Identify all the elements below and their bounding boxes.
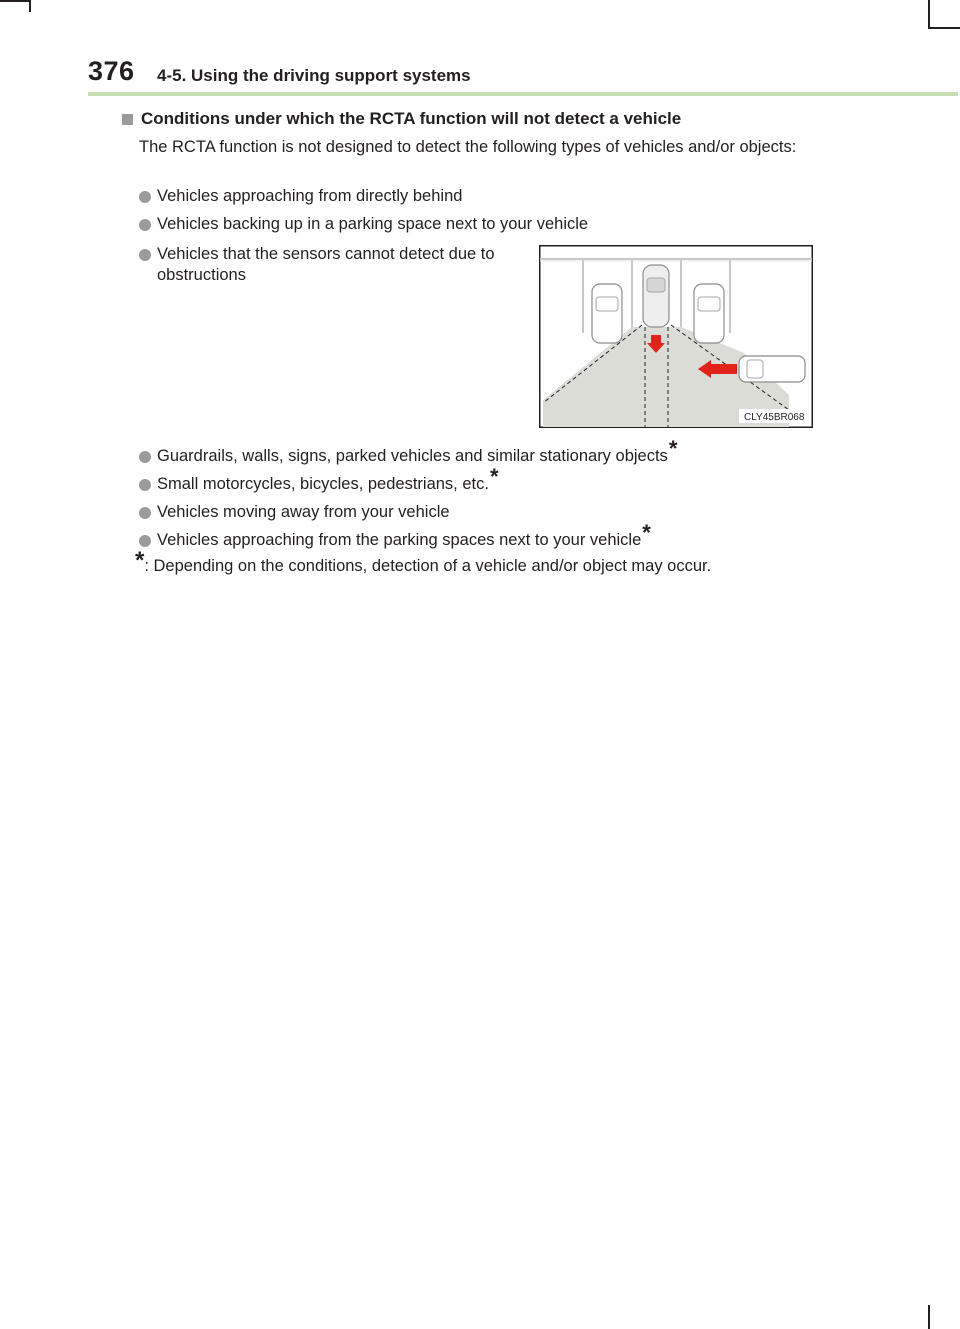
list-item [139, 464, 499, 495]
crop-mark [0, 0, 30, 2]
bullet-dot-icon [139, 451, 151, 463]
rcta-obstruction-figure [539, 245, 813, 428]
bullet-dot-icon [139, 507, 151, 519]
list-item-text: Guardrails, walls, signs, parked vehicles and similar stationary objects [157, 447, 668, 465]
crop-mark [928, 1305, 930, 1329]
bullet-dot-icon [139, 249, 151, 261]
list-item-text: Small motorcycles, bicycles, pedestrians, etc. [157, 475, 489, 493]
bullet-dot-icon [139, 535, 151, 547]
figure-code: CLY45BR068 [744, 412, 805, 423]
header-rule [88, 92, 958, 96]
crop-mark [928, 0, 930, 28]
list-item-text: Vehicles moving away from your vehicle [157, 503, 450, 521]
list-item-text: Vehicles that the sensors cannot detect due to obstructions [157, 245, 495, 284]
page-number: 376 [88, 56, 135, 86]
list-item-text: Vehicles approaching from directly behind [157, 187, 463, 205]
condition-heading [122, 109, 681, 129]
list-item [139, 436, 678, 467]
list-item [139, 186, 462, 207]
heading-text: Conditions under which the RCTA function will not detect a vehicle [141, 109, 682, 128]
bullet-dot-icon [139, 479, 151, 491]
list-item-text: Vehicles backing up in a parking space next to your vehicle [157, 215, 589, 233]
footnote-marker: * [489, 464, 499, 489]
footnote-text: : Depending on the conditions, detection of a vehicle and/or object may occur. [144, 557, 712, 575]
crop-mark [928, 27, 960, 29]
intro-paragraph: The RCTA function is not designed to detect the following types of vehicles and/or objects: [139, 138, 797, 156]
square-bullet-icon [122, 114, 133, 125]
list-item [139, 214, 588, 235]
section-title: 4-5. Using the driving support systems [157, 66, 471, 85]
list-item-text: Vehicles approaching from the parking spaces next to your vehicle [157, 531, 642, 549]
footnote-marker: * [642, 520, 651, 545]
bullet-dot-icon [139, 191, 151, 203]
footnote-marker: * [668, 436, 678, 461]
list-item [139, 244, 519, 286]
crop-mark [29, 0, 31, 12]
list-item [139, 520, 651, 551]
footnote-asterisk: * [135, 547, 145, 574]
list-item [139, 502, 450, 523]
footnote [135, 547, 712, 576]
bullet-dot-icon [139, 219, 151, 231]
